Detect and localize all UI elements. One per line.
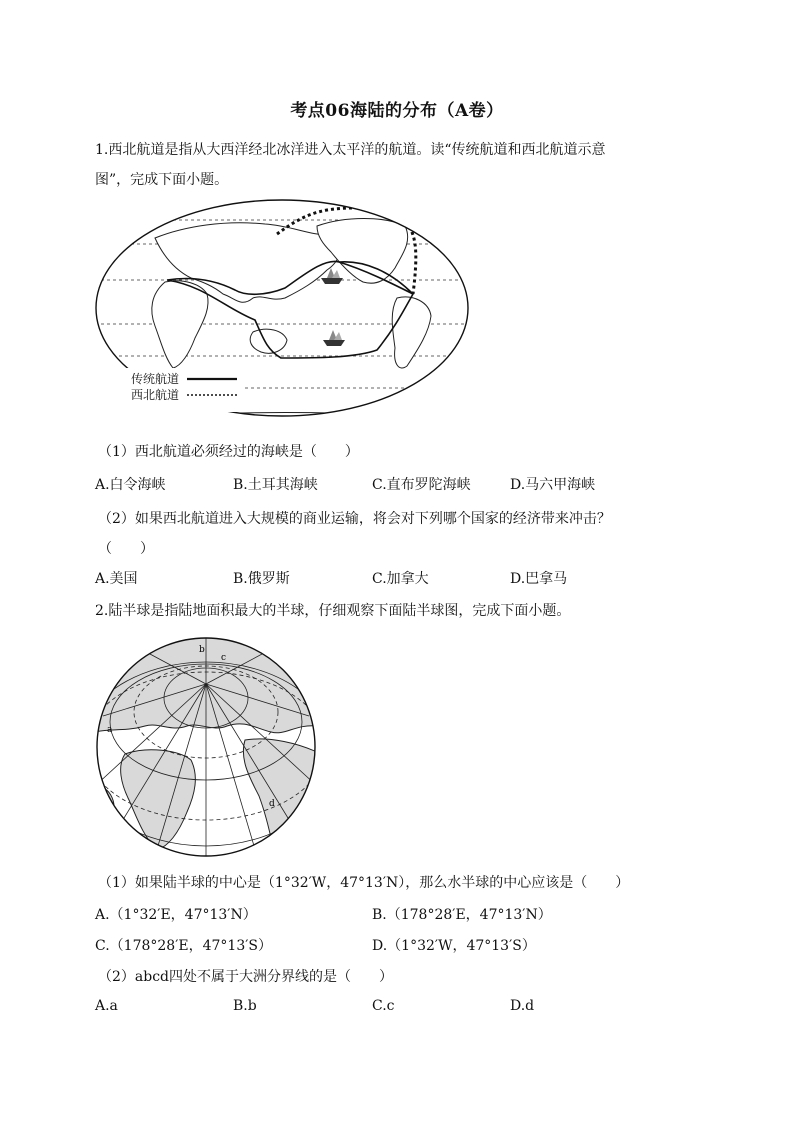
- globe-label-b: b: [199, 645, 205, 655]
- q1-sub1-prompt: （1）西北航道必须经过的海峡是（ ）: [98, 444, 359, 460]
- legend-northwest-label: 西北航道: [131, 388, 180, 402]
- q2-sub2-option-b[interactable]: B.b: [233, 998, 257, 1014]
- q1-sub2-prompt-line1: （2）如果西北航道进入大规模的商业运输，将会对下列哪个国家的经济带来冲击？: [98, 511, 611, 527]
- q2-sub2-prompt: （2）abcd四处不属于大洲分界线的是（ ）: [98, 969, 394, 985]
- q1-sub2-option-b[interactable]: B.俄罗斯: [233, 571, 290, 587]
- land-west: [95, 786, 114, 848]
- q1-sub1-option-c[interactable]: C.直布罗陀海峡: [372, 477, 471, 493]
- land-hemisphere-globe: [95, 636, 317, 858]
- q1-sub2-prompt-line2: （ ）: [98, 541, 154, 557]
- q2-sub2-option-d[interactable]: D.d: [510, 998, 535, 1014]
- q1-sub1-option-b[interactable]: B.土耳其海峡: [233, 477, 318, 493]
- q1-sub2-option-c[interactable]: C.加拿大: [372, 571, 429, 587]
- q1-sub2-option-d[interactable]: D.巴拿马: [510, 571, 568, 587]
- page-title: 考点06海陆的分布（A卷）: [290, 101, 504, 121]
- q1-sub1-option-d[interactable]: D.马六甲海峡: [510, 477, 596, 493]
- legend-traditional-label: 传统航道: [131, 372, 180, 386]
- q2-sub1-option-c[interactable]: C.（178°28′E，47°13′S）: [95, 938, 272, 954]
- q2-sub2-option-c[interactable]: C.c: [372, 998, 395, 1014]
- q1-stem-line1: 1.西北航道是指从大西洋经北冰洋进入太平洋的航道。读“传统航道和西北航道示意: [95, 142, 606, 158]
- shipping-route-map: [95, 198, 470, 436]
- q1-stem-line2: 图”，完成下面小题。: [95, 172, 229, 188]
- globe-label-a: a: [107, 725, 113, 735]
- q2-sub1-option-b[interactable]: B.（178°28′E，47°13′N）: [372, 907, 552, 923]
- globe-label-d: d: [269, 799, 275, 809]
- globe-label-c: c: [221, 653, 227, 663]
- q1-stem: [95, 135, 700, 195]
- q2-sub2-option-a[interactable]: A.a: [95, 998, 118, 1014]
- q1-sub2-prompt: [98, 504, 718, 564]
- q2-sub1-option-a[interactable]: A.（1°32′E，47°13′N）: [95, 907, 257, 923]
- q1-sub2-option-a[interactable]: A.美国: [95, 571, 138, 587]
- q2-sub1-prompt: （1）如果陆半球的中心是（1°32′W，47°13′N），那么水半球的中心应该是（ ）: [98, 875, 630, 891]
- q1-sub1-option-a[interactable]: A.白令海峡: [95, 477, 166, 493]
- q2-sub1-option-d[interactable]: D.（1°32′W，47°13′S）: [372, 938, 536, 954]
- q2-stem: 2.陆半球是指陆地面积最大的半球，仔细观察下面陆半球图，完成下面小题。: [95, 603, 571, 619]
